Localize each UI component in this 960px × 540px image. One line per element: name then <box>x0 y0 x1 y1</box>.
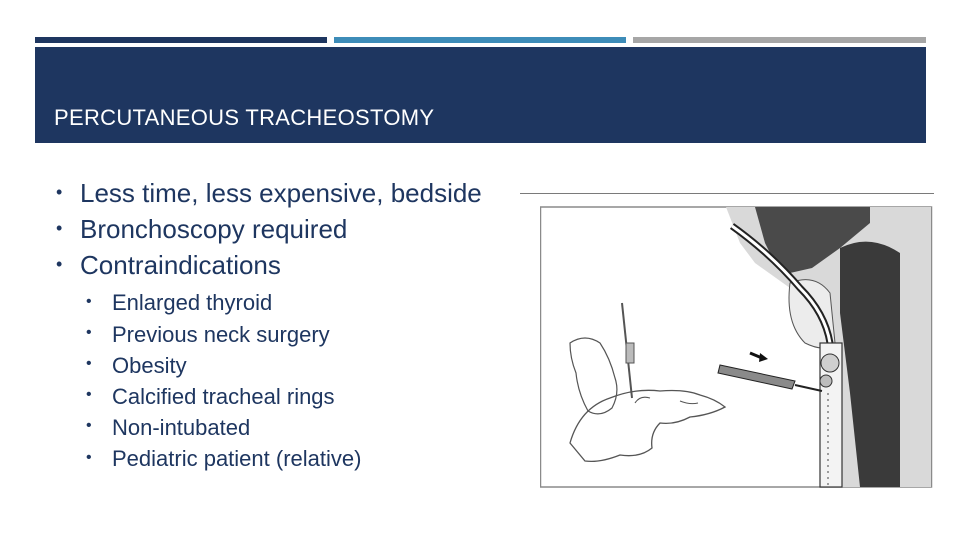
bullet-text: Less time, less expensive, bedside <box>80 178 482 208</box>
bullet-dot-icon: • <box>56 254 63 275</box>
bullet-item <box>56 248 482 284</box>
bullet-dot-icon: • <box>86 292 92 310</box>
sub-bullet-item <box>86 288 482 319</box>
bullet-dot-icon: • <box>86 448 92 466</box>
top-accent-bar-navy <box>35 37 327 43</box>
tracheostomy-illustration <box>540 193 934 488</box>
cuff <box>821 354 839 372</box>
bullet-list <box>56 176 482 476</box>
sub-bullet-item <box>86 320 482 351</box>
slide-title: PERCUTANEOUS TRACHEOSTOMY <box>54 105 435 130</box>
bullet-dot-icon: • <box>86 417 92 435</box>
bullet-dot-icon: • <box>86 386 92 404</box>
bullet-dot-icon: • <box>86 354 92 372</box>
contraindications-sublist <box>56 288 482 475</box>
bullet-item <box>56 176 482 212</box>
sub-bullet-item <box>86 351 482 382</box>
bullet-dot-icon: • <box>56 218 63 239</box>
title-banner <box>35 47 926 143</box>
bullet-text: Contraindications <box>80 250 281 281</box>
sub-bullet-text: Calcified tracheal rings <box>112 383 335 409</box>
sub-bullet-text: Enlarged thyroid <box>112 290 273 316</box>
bullet-dot-icon: • <box>86 323 92 341</box>
sub-bullet-item <box>86 413 482 444</box>
cuff-2 <box>820 375 832 387</box>
sub-bullet-text: Obesity <box>112 352 187 378</box>
scalpel-handle <box>626 343 634 363</box>
top-accent-bar-gray <box>633 37 926 43</box>
sub-bullet-item <box>86 444 482 475</box>
sub-bullet-text: Previous neck surgery <box>112 321 330 347</box>
sub-bullet-item <box>86 382 482 413</box>
sub-bullet-text: Pediatric patient (relative) <box>112 446 362 472</box>
bullet-dot-icon: • <box>56 182 63 203</box>
bullet-text: Bronchoscopy required <box>80 214 348 245</box>
top-accent-bar-blue <box>334 37 626 43</box>
sub-bullet-text: Non-intubated <box>112 415 251 441</box>
bullet-item <box>56 212 482 248</box>
